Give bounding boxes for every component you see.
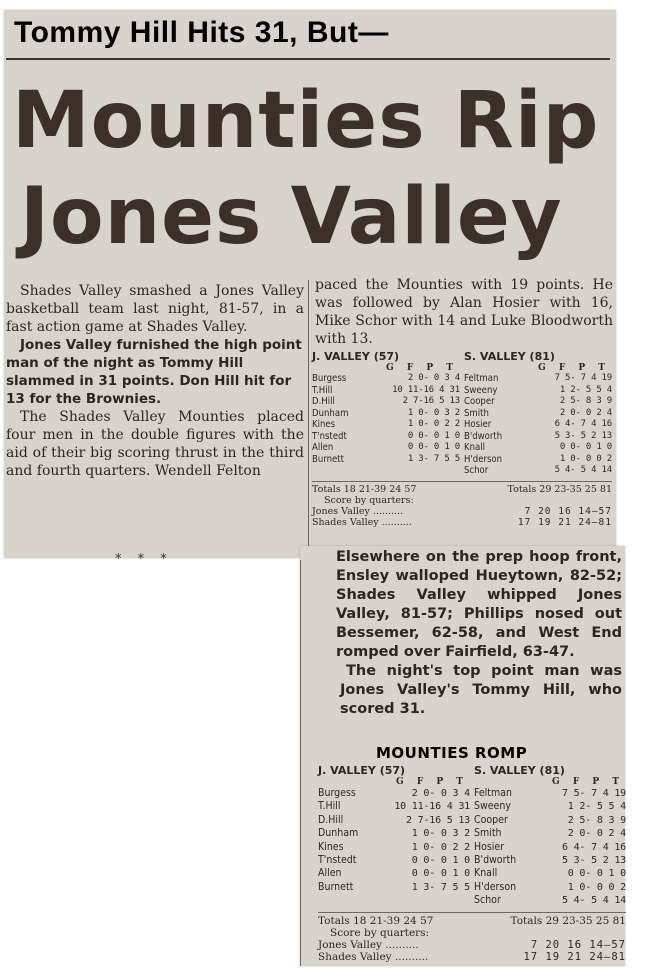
player-stats: 2 7-16 5 13 — [402, 396, 460, 406]
column-header: G F P T — [386, 363, 458, 373]
player-name: Smith — [464, 407, 489, 419]
player-row — [474, 867, 626, 880]
player-stats: 5 3- 5 2 13 — [561, 855, 626, 867]
player-stats: 1 3- 7 5 5 — [407, 453, 460, 464]
quarter-scores: 7 20 16 14—57 — [524, 505, 612, 517]
player-stats: 2 5- 8 3 9 — [567, 814, 626, 826]
team-header: J. VALLEY (57) — [318, 764, 406, 777]
team-header: J. VALLEY (57) — [312, 350, 400, 363]
player-name: B'dworth — [464, 430, 503, 442]
player-stats: 1 0- 0 3 2 — [407, 407, 460, 418]
player-stats: 2 5- 8 3 9 — [559, 396, 612, 406]
player-row — [312, 454, 460, 466]
player-name: B'dworth — [474, 854, 517, 867]
player-row — [474, 787, 626, 800]
box-score — [318, 764, 626, 963]
totals-row — [318, 912, 626, 927]
player-name: Burgess — [312, 373, 347, 384]
player-name: Allen — [312, 442, 334, 453]
player-row — [312, 442, 460, 454]
player-name: Dunham — [312, 407, 349, 419]
player-name: Dunham — [318, 827, 359, 840]
story-paragraph: paced the Mounties with 19 points. He was followed by Alan Hosier with 16, Mike Schor with 14 and Luke Bloodworth with 13. — [315, 277, 613, 347]
player-stats: 2 0- 0 3 4 — [407, 373, 460, 383]
box-score-title: MOUNTIES ROMP — [376, 744, 528, 762]
player-row — [318, 841, 470, 854]
player-row — [474, 827, 626, 840]
player-row — [464, 385, 612, 397]
player-row — [474, 814, 626, 827]
player-row — [464, 408, 612, 420]
team-shades-valley — [474, 764, 626, 908]
player-row — [464, 419, 612, 431]
totals-row — [312, 481, 612, 495]
player-stats: 1 3- 7 5 5 — [411, 881, 470, 893]
player-stats: 1 0- 0 2 2 — [407, 419, 460, 429]
player-name: Allen — [318, 867, 342, 880]
quarter-scores: 17 19 21 24—81 — [523, 950, 626, 963]
player-list — [312, 373, 460, 465]
player-name: Sweeny — [464, 384, 498, 396]
kicker-rule — [6, 58, 610, 60]
player-stats: 10 11-16 4 31 — [392, 384, 460, 395]
headline-line-2: Jones Valley — [20, 172, 563, 262]
player-stats: 1 0- 0 0 2 — [567, 881, 626, 893]
player-row — [464, 454, 612, 466]
player-row — [474, 881, 626, 894]
player-stats: 2 7-16 5 13 — [405, 814, 470, 826]
quarters-list — [318, 939, 626, 963]
player-stats: 1 2- 5 5 4 — [567, 801, 626, 813]
player-row — [474, 800, 626, 813]
quarters-label: Score by quarters: — [330, 926, 430, 939]
team-header: S. VALLEY (81) — [474, 764, 565, 777]
roundup-column — [336, 548, 622, 719]
jv-totals: Totals 18 21-39 24 57 — [318, 914, 434, 927]
column-rule — [300, 560, 301, 966]
column-header: G F P T — [552, 777, 624, 787]
player-name: Cooper — [474, 813, 508, 826]
story-paragraph: Jones Valley furnished the high point man of the night as Tommy Hill slammed in 31 points. Don Hill hit for 13 for the Brownies. — [6, 337, 302, 407]
player-stats: 0 0- 0 1 0 — [411, 855, 470, 867]
jv-totals: Totals 18 21-39 24 57 — [312, 483, 417, 495]
player-row — [318, 827, 470, 840]
quarter-row — [318, 939, 626, 951]
player-name: Burnett — [312, 453, 345, 465]
player-name: Cooper — [464, 396, 495, 407]
player-stats: 1 0- 0 3 2 — [411, 828, 470, 840]
player-name: Knall — [474, 867, 498, 880]
quarter-team: Shades Valley .......... — [312, 516, 412, 528]
player-name: Schor — [474, 894, 501, 907]
player-name: Kines — [318, 840, 344, 853]
player-stats: 1 0- 0 0 2 — [559, 453, 612, 464]
story-paragraph: Shades Valley smashed a Jones Valley basketball team last night, 81-57, in a fast action game at Shades Valley. — [6, 283, 304, 335]
player-row — [312, 396, 460, 408]
player-row — [312, 408, 460, 420]
team-jones-valley — [312, 350, 460, 477]
quarter-scores: 7 20 16 14—57 — [530, 938, 626, 951]
roundup-paragraph: Elsewhere on the prep hoop front, Ensley walloped Hueytown, 82-52; Shades Valley whipped Jones Valley, 81-57; Phillips nosed out Bessemer, 62-58, and West End romped over Fairfield, 63-47. — [336, 549, 622, 660]
player-stats: 6 4- 7 4 16 — [554, 419, 612, 429]
player-stats: 0 0- 0 1 0 — [411, 868, 470, 880]
player-name: H'derson — [474, 880, 517, 893]
column-header: G F P T — [538, 363, 610, 373]
section-separator: * * * — [115, 552, 173, 567]
player-name: Feltman — [474, 787, 512, 799]
story-paragraph: The Shades Valley Mounties placed four men in the double figures with the aid of their big scoring thrust in the third and fourth quarters. Wendell Felton — [6, 409, 304, 479]
player-name: H'derson — [464, 453, 503, 465]
player-name: Knall — [464, 442, 486, 453]
player-name: T'nstedt — [312, 430, 347, 442]
player-name: T.Hill — [318, 800, 341, 813]
story-column-1 — [6, 282, 304, 480]
player-name: D.Hill — [312, 396, 335, 407]
player-list — [318, 787, 470, 894]
quarter-team: Shades Valley .......... — [318, 950, 429, 963]
roundup-paragraph: The night's top point man was Jones Valley's Tommy Hill, who scored 31. — [340, 663, 622, 717]
player-name: Smith — [474, 827, 502, 840]
player-stats: 2 0- 0 3 4 — [411, 788, 470, 799]
player-row — [474, 841, 626, 854]
quarters-list — [312, 506, 612, 528]
quarters-label: Score by quarters: — [324, 494, 414, 506]
player-row — [312, 419, 460, 431]
player-name: Burgess — [318, 787, 356, 799]
player-name: T.Hill — [312, 384, 333, 396]
player-row — [312, 385, 460, 397]
player-stats: 5 4- 5 4 14 — [561, 895, 626, 907]
player-stats: 6 4- 7 4 16 — [561, 841, 626, 853]
player-row — [464, 442, 612, 454]
player-name: T'nstedt — [318, 854, 357, 867]
quarter-scores: 17 19 21 24—81 — [517, 516, 612, 528]
kicker-headline: Tommy Hill Hits 31, But— — [14, 16, 389, 49]
player-name: Hosier — [464, 419, 492, 430]
player-row — [464, 373, 612, 385]
player-name: Schor — [464, 465, 489, 476]
quarter-row — [312, 517, 612, 528]
sv-totals: Totals 29 23-35 25 81 — [507, 483, 612, 495]
column-header: G F P T — [396, 777, 468, 787]
player-name: D.Hill — [318, 813, 344, 826]
player-stats: 0 0- 0 1 0 — [567, 868, 626, 880]
player-stats: 0 0- 0 1 0 — [559, 442, 612, 452]
player-list — [474, 787, 626, 908]
player-row — [474, 854, 626, 867]
player-list — [464, 373, 612, 477]
player-stats: 10 11-16 4 31 — [394, 801, 470, 813]
quarter-row — [312, 506, 612, 517]
team-header: S. VALLEY (81) — [464, 350, 555, 363]
player-stats: 0 0- 0 1 0 — [407, 430, 460, 441]
player-row — [464, 431, 612, 443]
quarter-row — [318, 951, 626, 963]
quarter-team: Jones Valley .......... — [318, 938, 419, 951]
player-row — [464, 396, 612, 408]
player-row — [318, 854, 470, 867]
quarter-team: Jones Valley .......... — [312, 505, 404, 517]
sv-totals: Totals 29 23-35 25 81 — [510, 914, 626, 927]
player-stats: 2 0- 0 2 4 — [567, 828, 626, 840]
team-shades-valley — [464, 350, 612, 477]
player-stats: 1 2- 5 5 4 — [559, 384, 612, 395]
player-stats: 5 4- 5 4 14 — [554, 465, 612, 475]
player-row — [318, 814, 470, 827]
player-stats: 0 0- 0 1 0 — [407, 442, 460, 452]
player-row — [312, 373, 460, 385]
player-name: Kines — [312, 419, 336, 430]
player-row — [318, 881, 470, 894]
player-stats: 2 0- 0 2 4 — [559, 407, 612, 418]
player-stats: 7 5- 7 4 19 — [554, 373, 612, 383]
player-row — [474, 894, 626, 907]
story-column-2 — [315, 276, 613, 348]
player-name: Hosier — [474, 840, 505, 853]
player-name: Feltman — [464, 373, 499, 384]
player-row — [464, 465, 612, 477]
player-row — [318, 800, 470, 813]
player-row — [312, 431, 460, 443]
player-stats: 7 5- 7 4 19 — [561, 788, 626, 799]
player-row — [318, 787, 470, 800]
player-name: Sweeny — [474, 800, 511, 813]
player-name: Burnett — [318, 880, 354, 893]
headline-line-1: Mounties Rip — [12, 76, 600, 166]
player-stats: 5 3- 5 2 13 — [554, 430, 612, 441]
player-stats: 1 0- 0 2 2 — [411, 841, 470, 853]
column-rule — [308, 280, 309, 546]
team-jones-valley — [318, 764, 470, 908]
player-row — [318, 867, 470, 880]
box-score — [312, 350, 612, 528]
